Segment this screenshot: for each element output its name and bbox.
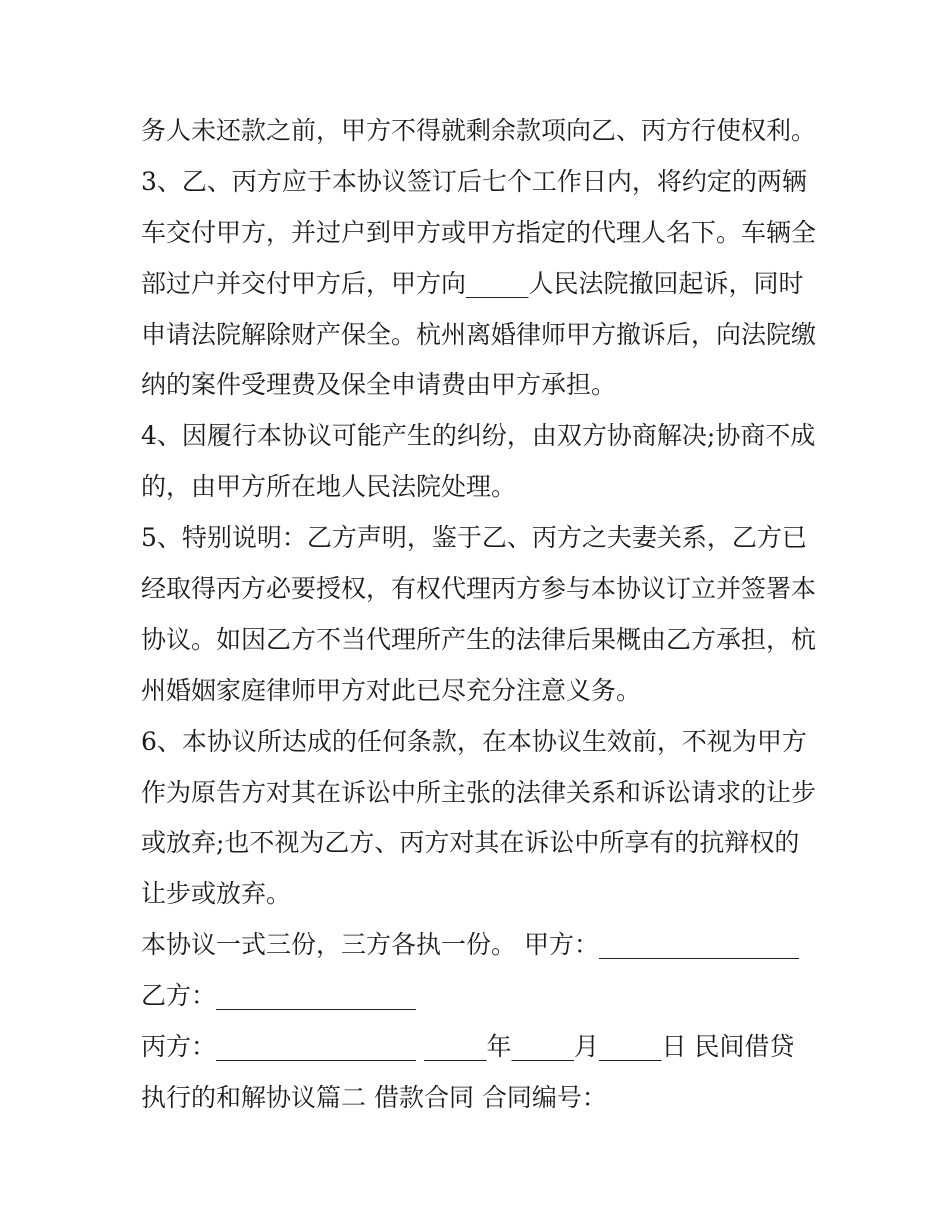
text-line-16: 让步或放弃。 (141, 879, 292, 909)
text-line-13: 6、本协议所达成的任何条款，在本协议生效前，不视为甲方 (141, 726, 807, 756)
text-line-2: 3、乙、丙方应于本协议签订后七个工作日内，将约定的两辆 (141, 166, 807, 196)
text-line-5: 申请法院解除财产保全。杭州离婚律师甲方撤诉后，向法院缴 (141, 319, 817, 349)
text-line-1: 务人未还款之前，甲方不得就剩余款项向乙、丙方行使权利。 (141, 116, 817, 145)
text-line-15: 或放弃;也不视为乙方、丙方对其在诉讼中所享有的抗辩权的 (141, 828, 800, 858)
text-line-8: 的，由甲方所在地人民法院处理。 (141, 472, 517, 502)
text-line-12: 州婚姻家庭律师甲方对此已尽充分注意义务。 (141, 675, 642, 705)
text-line-6: 纳的案件受理费及保全申请费由甲方承担。 (141, 370, 617, 400)
text-line-4: 部过户并交付甲方后，甲方向_____人民法院撤回起诉，同时 (141, 268, 804, 298)
text-line-18: 乙方：________________ (141, 981, 417, 1011)
text-line-3: 车交付甲方，并过户到甲方或甲方指定的代理人名下。车辆全 (141, 217, 817, 247)
text-line-9: 5、特别说明：乙方声明，鉴于乙、丙方之夫妻关系，乙方已 (141, 523, 807, 553)
text-line-14: 作为原告方对其在诉讼中所主张的法律关系和诉讼请求的让步 (141, 777, 817, 807)
body-text (141, 106, 821, 1124)
text-line-10: 经取得丙方必要授权，有权代理丙方参与本协议订立并签署本 (141, 574, 817, 604)
text-line-17: 本协议一式三份，三方各执一份。 甲方：________________ (141, 930, 799, 960)
text-line-20: 执行的和解协议篇二 借款合同 合同编号： (141, 1082, 607, 1112)
text-line-19: 丙方：________________ _____年_____月_____日 民间借贷 (141, 1032, 795, 1062)
text-line-11: 协议。如因乙方不当代理所产生的法律后果概由乙方承担，杭 (141, 624, 817, 654)
text-line-7: 4、因履行本协议可能产生的纠纷，由双方协商解决;协商不成 (141, 421, 816, 451)
